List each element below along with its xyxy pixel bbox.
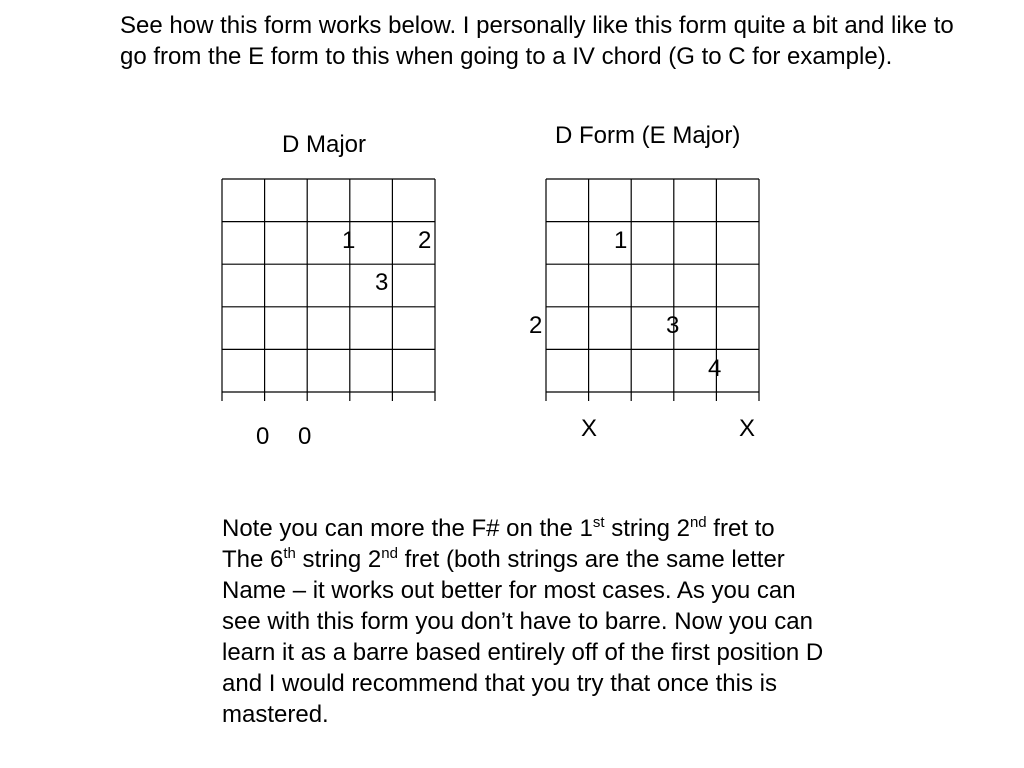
finger-label: 3 bbox=[375, 269, 389, 296]
finger-label: 1 bbox=[342, 227, 356, 254]
muted-string-label: X bbox=[739, 415, 756, 442]
chord-grid-d-form bbox=[546, 179, 759, 401]
note-line: mastered. bbox=[222, 701, 329, 728]
finger-label: 3 bbox=[666, 312, 680, 339]
note-line: Note you can more the F# on the 1st string 2nd fret to bbox=[222, 514, 775, 542]
diagram-title-d-form: D Form (E Major) bbox=[555, 122, 741, 149]
note-line: The 6th string 2nd fret (both strings are the same letter bbox=[222, 545, 785, 573]
diagram-title-d-major: D Major bbox=[282, 131, 367, 158]
finger-label: 2 bbox=[529, 312, 543, 339]
finger-label: 1 bbox=[614, 227, 628, 254]
open-string-label: 0 bbox=[298, 423, 312, 450]
chord-grid-d-major bbox=[222, 179, 435, 401]
note-line: learn it as a barre based entirely off of the first position D bbox=[222, 639, 824, 666]
finger-label: 2 bbox=[418, 227, 432, 254]
note-line: Name – it works out better for most cases. As you can bbox=[222, 577, 796, 604]
note-line: see with this form you don’t have to barre. Now you can bbox=[222, 608, 813, 635]
open-string-label: 0 bbox=[256, 423, 270, 450]
note-paragraph bbox=[222, 513, 922, 730]
finger-label: 4 bbox=[708, 355, 722, 382]
intro-paragraph: See how this form works below. I personally like this form quite a bit and like to go from the E form to this when going to a IV chord (G to C for example). bbox=[120, 12, 954, 70]
note-line: and I would recommend that you try that once this is bbox=[222, 670, 777, 697]
muted-string-label: X bbox=[581, 415, 598, 442]
